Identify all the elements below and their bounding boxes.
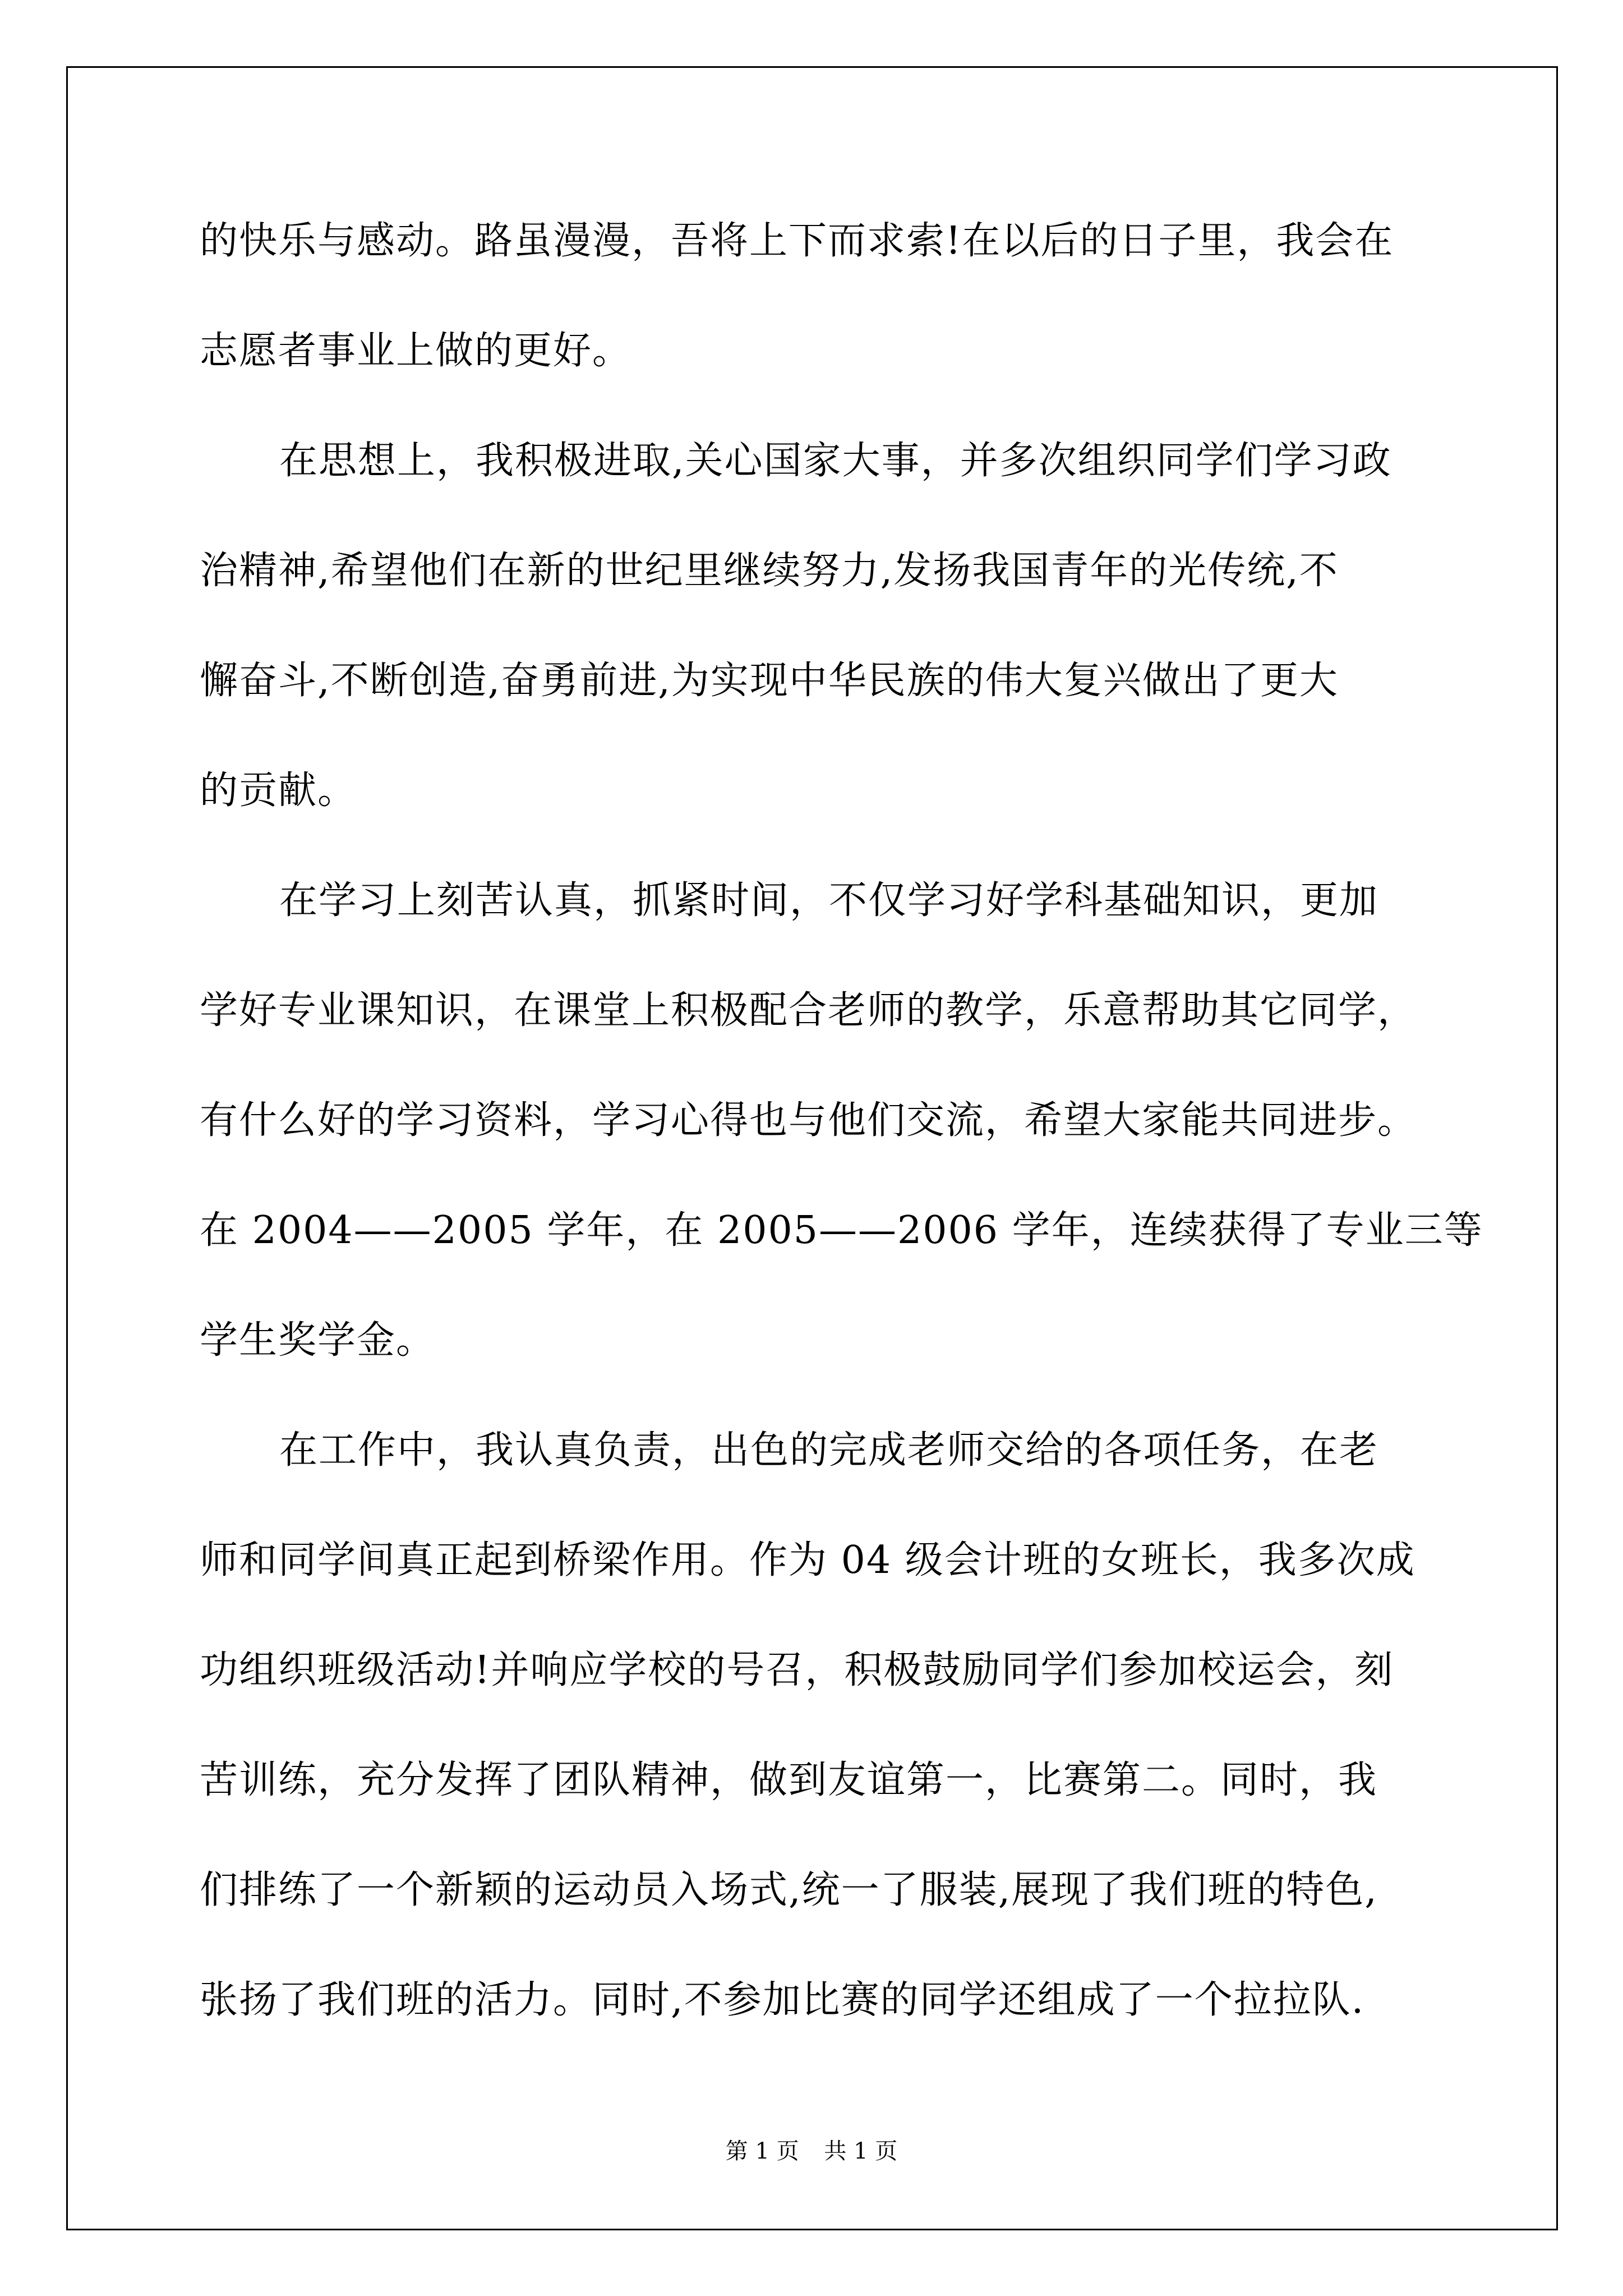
page-footer (0, 2134, 1623, 2168)
text-line: 们排练了一个新颖的运动员入场式,统一了服装,展现了我们班的特色, (200, 1868, 1378, 1912)
page-number: 第 1 页 (725, 2138, 799, 2164)
text-line: 志愿者事业上做的更好。 (200, 329, 632, 373)
text-line: 张扬了我们班的活力。同时,不参加比赛的同学还组成了一个拉拉队. (200, 1978, 1365, 2022)
text-line: 学生奖学金。 (200, 1318, 436, 1363)
text-line: 的快乐与感动。路虽漫漫，吾将上下而求索!在以后的日子里，我会在 (200, 219, 1394, 263)
text-line: 懈奋斗,不断创造,奋勇前进,为实现中华民族的伟大复兴做出了更大 (200, 659, 1339, 703)
text-line: 在工作中，我认真负责，出色的完成老师交给的各项任务，在老 (279, 1428, 1379, 1473)
text-line: 功组织班级活动!并响应学校的号召，积极鼓励同学们参加校运会，刻 (200, 1648, 1394, 1692)
text-line: 学好专业课知识，在课堂上积极配合老师的教学，乐意帮助其它同学， (200, 988, 1417, 1033)
text-line: 治精神,希望他们在新的世纪里继续努力,发扬我国青年的光传统,不 (200, 549, 1339, 593)
text-line: 的贡献。 (200, 769, 357, 813)
text-line: 师和同学间真正起到桥梁作用。作为 04 级会计班的女班长，我多次成 (200, 1538, 1415, 1582)
text-line: 有什么好的学习资料，学习心得也与他们交流，希望大家能共同进步。 (200, 1098, 1417, 1143)
page-total: 共 1 页 (824, 2138, 898, 2164)
text-line: 苦训练，充分发挥了团队精神，做到友谊第一，比赛第二。同时，我 (200, 1758, 1378, 1802)
text-line: 在学习上刻苦认真，抓紧时间，不仅学习好学科基础知识，更加 (279, 878, 1379, 923)
text-line: 在思想上，我积极进取,关心国家大事，并多次组织同学们学习政 (279, 439, 1392, 483)
text-line: 在 2004——2005 学年，在 2005——2006 学年，连续获得了专业三等 (200, 1208, 1483, 1253)
